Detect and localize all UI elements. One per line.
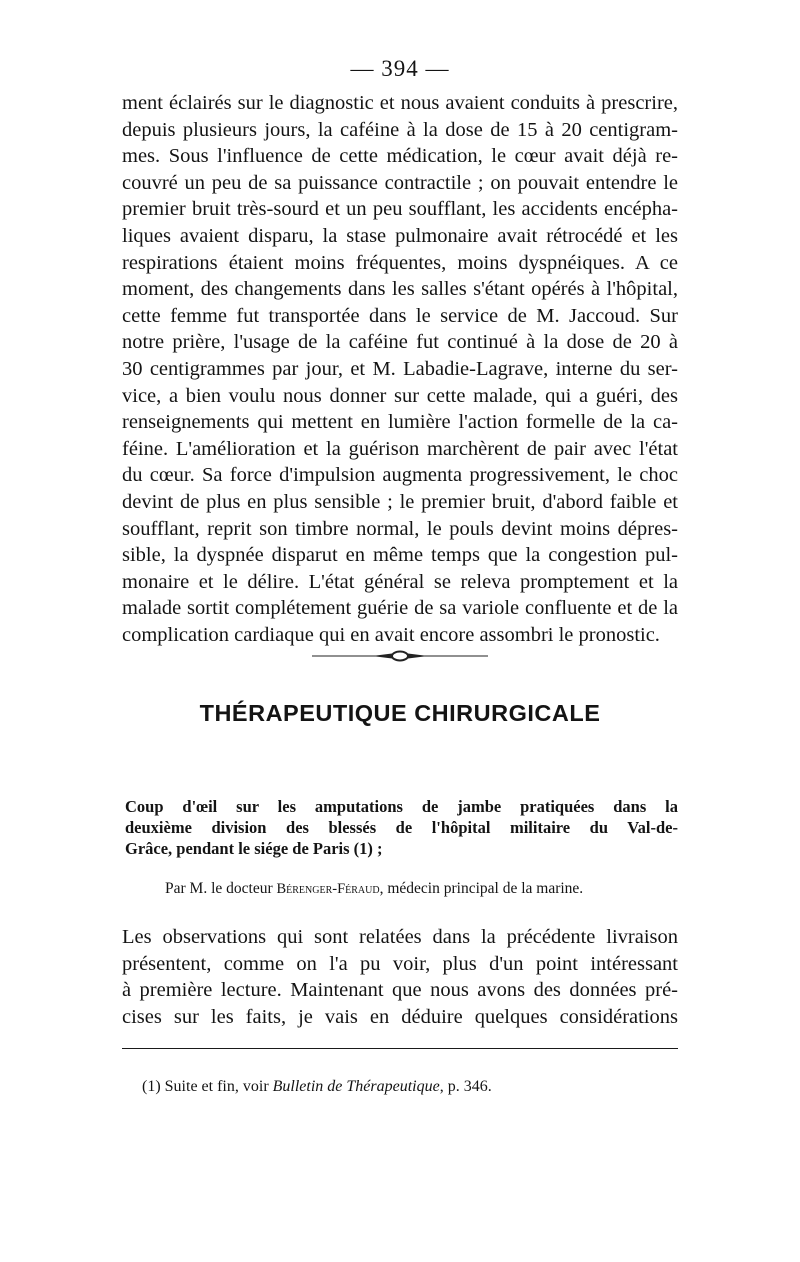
body-line: du cœur. Sa force d'impulsion augmenta progressivement, le choc [122, 464, 678, 487]
body-line: renseignements qui mettent en lumière l'action formelle de la ca- [122, 411, 678, 434]
section-heading: THÉRAPEUTIQUE CHIRURGICALE [199, 700, 601, 726]
body-line: premier bruit très-sourd et un peu soufflant, les accidents encépha- [122, 198, 678, 221]
body-line: depuis plusieurs jours, la caféine à la dose de 15 à 20 centigram- [122, 118, 678, 141]
author-name: Bérenger-Féraud [276, 881, 380, 897]
section-divider-ornament [312, 650, 488, 662]
body-line: mes. Sous l'influence de cette médication, le cœur avait déjà re- [122, 145, 678, 168]
body-line: monaire et le délire. L'état général se releva promptement et la [122, 570, 678, 593]
intro-line: cises sur les faits, je vais en déduire quelques considérations [122, 1005, 678, 1028]
body-line: soufflant, reprit son timbre normal, le pouls devint moins dépres- [122, 517, 678, 540]
body-line: notre prière, l'usage de la caféine fut continué à la dose de 20 à [122, 331, 678, 354]
intro-line: présentent, comme on l'a pu voir, plus d'un point intéressant [122, 952, 678, 975]
title-line: Grâce, pendant le siége de Paris (1) ; [125, 839, 383, 858]
body-line: ment éclairés sur le diagnostic et nous avaient conduits à prescrire, [122, 92, 678, 114]
article-intro-paragraph [122, 924, 678, 1030]
body-line: liques avaient disparu, la stase pulmonaire avait rétrocédé et les [122, 224, 678, 247]
body-paragraph [122, 90, 678, 648]
footnote-prefix: (1) Suite et fin, voir [142, 1078, 273, 1095]
body-line: féine. L'amélioration et la guérison marchèrent de pair avec l'état [122, 437, 678, 460]
body-line: couvré un peu de sa puissance contractile ; on pouvait entendre le [122, 171, 678, 194]
byline-suffix: , médecin principal de la marine. [379, 880, 584, 897]
body-line: complication cardiaque qui en avait encore assombri le pronostic. [122, 623, 660, 646]
footnote-rule [122, 1048, 678, 1049]
footnote-journal: Bulletin de Thérapeutique [272, 1078, 440, 1095]
intro-line: Les observations qui sont relatées dans la précédente livraison [122, 926, 678, 948]
title-line: Coup d'œil sur les amputations de jambe pratiquées dans la [125, 797, 678, 816]
footnote [142, 1078, 492, 1096]
author-byline [165, 880, 665, 898]
body-line: sible, la dyspnée disparut en même temps que la congestion pul- [122, 544, 678, 567]
body-line: malade sortit complétement guérie de sa variole confluente et de la [122, 597, 678, 620]
body-line: moment, des changements dans les salles s'étant opérés à l'hôpital, [122, 278, 678, 301]
footnote-suffix: , p. 346. [439, 1078, 492, 1095]
intro-line: à première lecture. Maintenant que nous avons des données pré- [122, 979, 678, 1002]
body-line: cette femme fut transportée dans le service de M. Jaccoud. Sur [122, 304, 678, 327]
body-line: 30 centigrammes par jour, et M. Labadie-Lagrave, interne du ser- [122, 357, 678, 380]
body-line: respirations étaient moins fréquentes, moins dyspnéiques. A ce [122, 251, 678, 274]
page-number: — 394 — [350, 56, 450, 81]
body-line: devint de plus en plus sensible ; le premier bruit, d'abord faible et [122, 490, 678, 513]
title-line: deuxième division des blessés de l'hôpital militaire du Val-de- [125, 818, 678, 837]
body-line: vice, a bien voulu nous donner sur cette malade, qui a guéri, des [122, 384, 678, 407]
byline-prefix: Par M. le docteur [165, 880, 277, 897]
article-title [125, 796, 678, 859]
